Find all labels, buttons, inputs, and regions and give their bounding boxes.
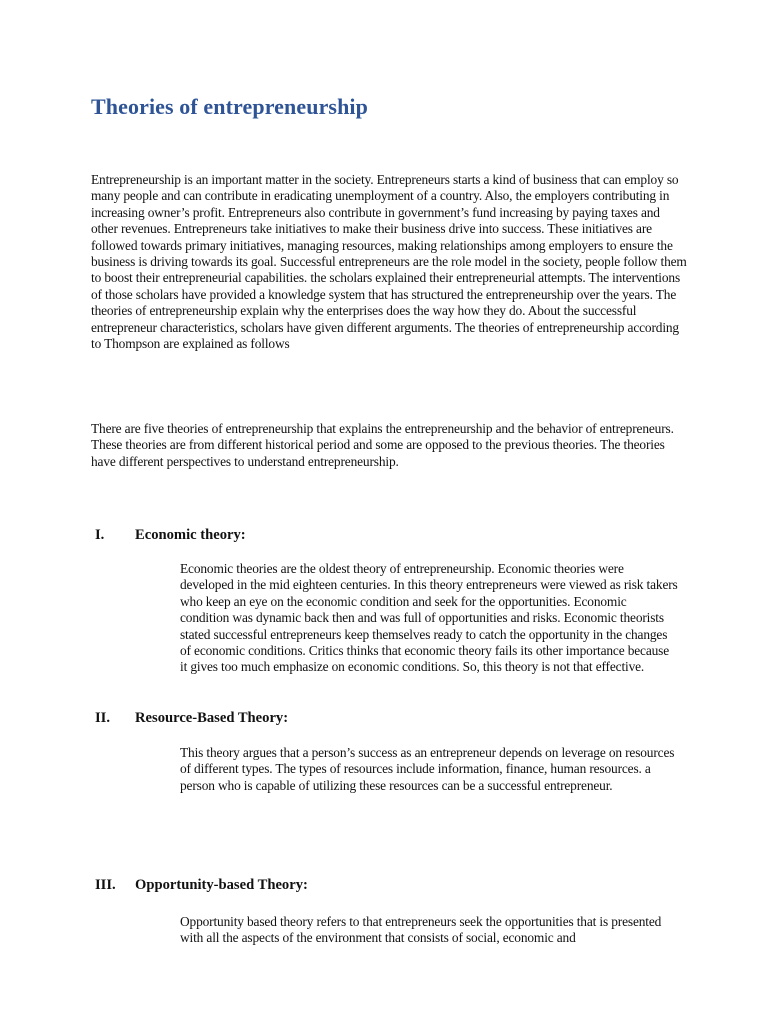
section-number: II. <box>95 710 111 726</box>
section-heading-label: Resource-Based Theory: <box>135 710 289 726</box>
section-body-opportunity: Opportunity based theory refers to that entrepreneurs seek the opportunities that is presented with all the aspects of the environment that consists of social, economic and <box>180 914 662 946</box>
section-heading-label: Economic theory: <box>135 527 246 543</box>
section-heading-economic <box>91 527 651 547</box>
section-number: I. <box>95 527 105 543</box>
intro-paragraph: Entrepreneurship is an important matter in the society. Entrepreneurs starts a kind of business that can employ so many people and can contribute in eradicating unemployment of a country. Also, the employers contributing in increasing owner’s profit. Entrepreneurs also contribute in government’s fund increasing by paying taxes and other revenues. Entrepreneurs take initiatives to make their business drive into success. These initiatives are followed towards primary initiatives, managing resources, making relationships among employers to ensure the business is driving towards its goal. Successful entrepreneurs are the role model in the society, people follow them to boost their entrepreneurial capabilities. the scholars explained their entrepreneurial attempts. The interventions of those scholars have provided a knowledge system that has structured the entrepreneurship over the years. The theories of entrepreneurship explain why the enterprises does the way how they do. About the successful entrepreneur characteristics, scholars have given different arguments. The theories of entrepreneurship according to Thompson are explained as follows <box>91 172 687 352</box>
document-title: Theories of entrepreneurship <box>91 94 368 119</box>
section-heading-opportunity <box>91 877 651 897</box>
section-heading-label: Opportunity-based Theory: <box>135 877 308 893</box>
section-number: III. <box>95 877 116 893</box>
section-body-resource: This theory argues that a person’s success as an entrepreneur depends on leverage on resources of different types. The types of resources include information, finance, human resources. a person who is capable of utilizing these resources can be a successful entrepreneur. <box>180 745 675 793</box>
overview-paragraph: There are five theories of entrepreneurship that explains the entrepreneurship and the behavior of entrepreneurs. These theories are from different historical period and some are opposed to the previous theories. The theories have different perspectives to understand entrepreneurship. <box>91 421 674 469</box>
section-heading-resource <box>91 710 651 730</box>
section-body-economic: Economic theories are the oldest theory of entrepreneurship. Economic theories were developed in the mid eighteen centuries. In this theory entrepreneurs were viewed as risk takers who keep an eye on the economic condition and seek for the opportunities. Economic condition was dynamic back then and was full of opportunities and risks. Economic theorists stated successful entrepreneurs keep themselves ready to catch the opportunity in the changes of economic conditions. Critics thinks that economic theory fails its other importance because it gives too much emphasize on economic conditions. So, this theory is not that effective. <box>180 561 678 675</box>
